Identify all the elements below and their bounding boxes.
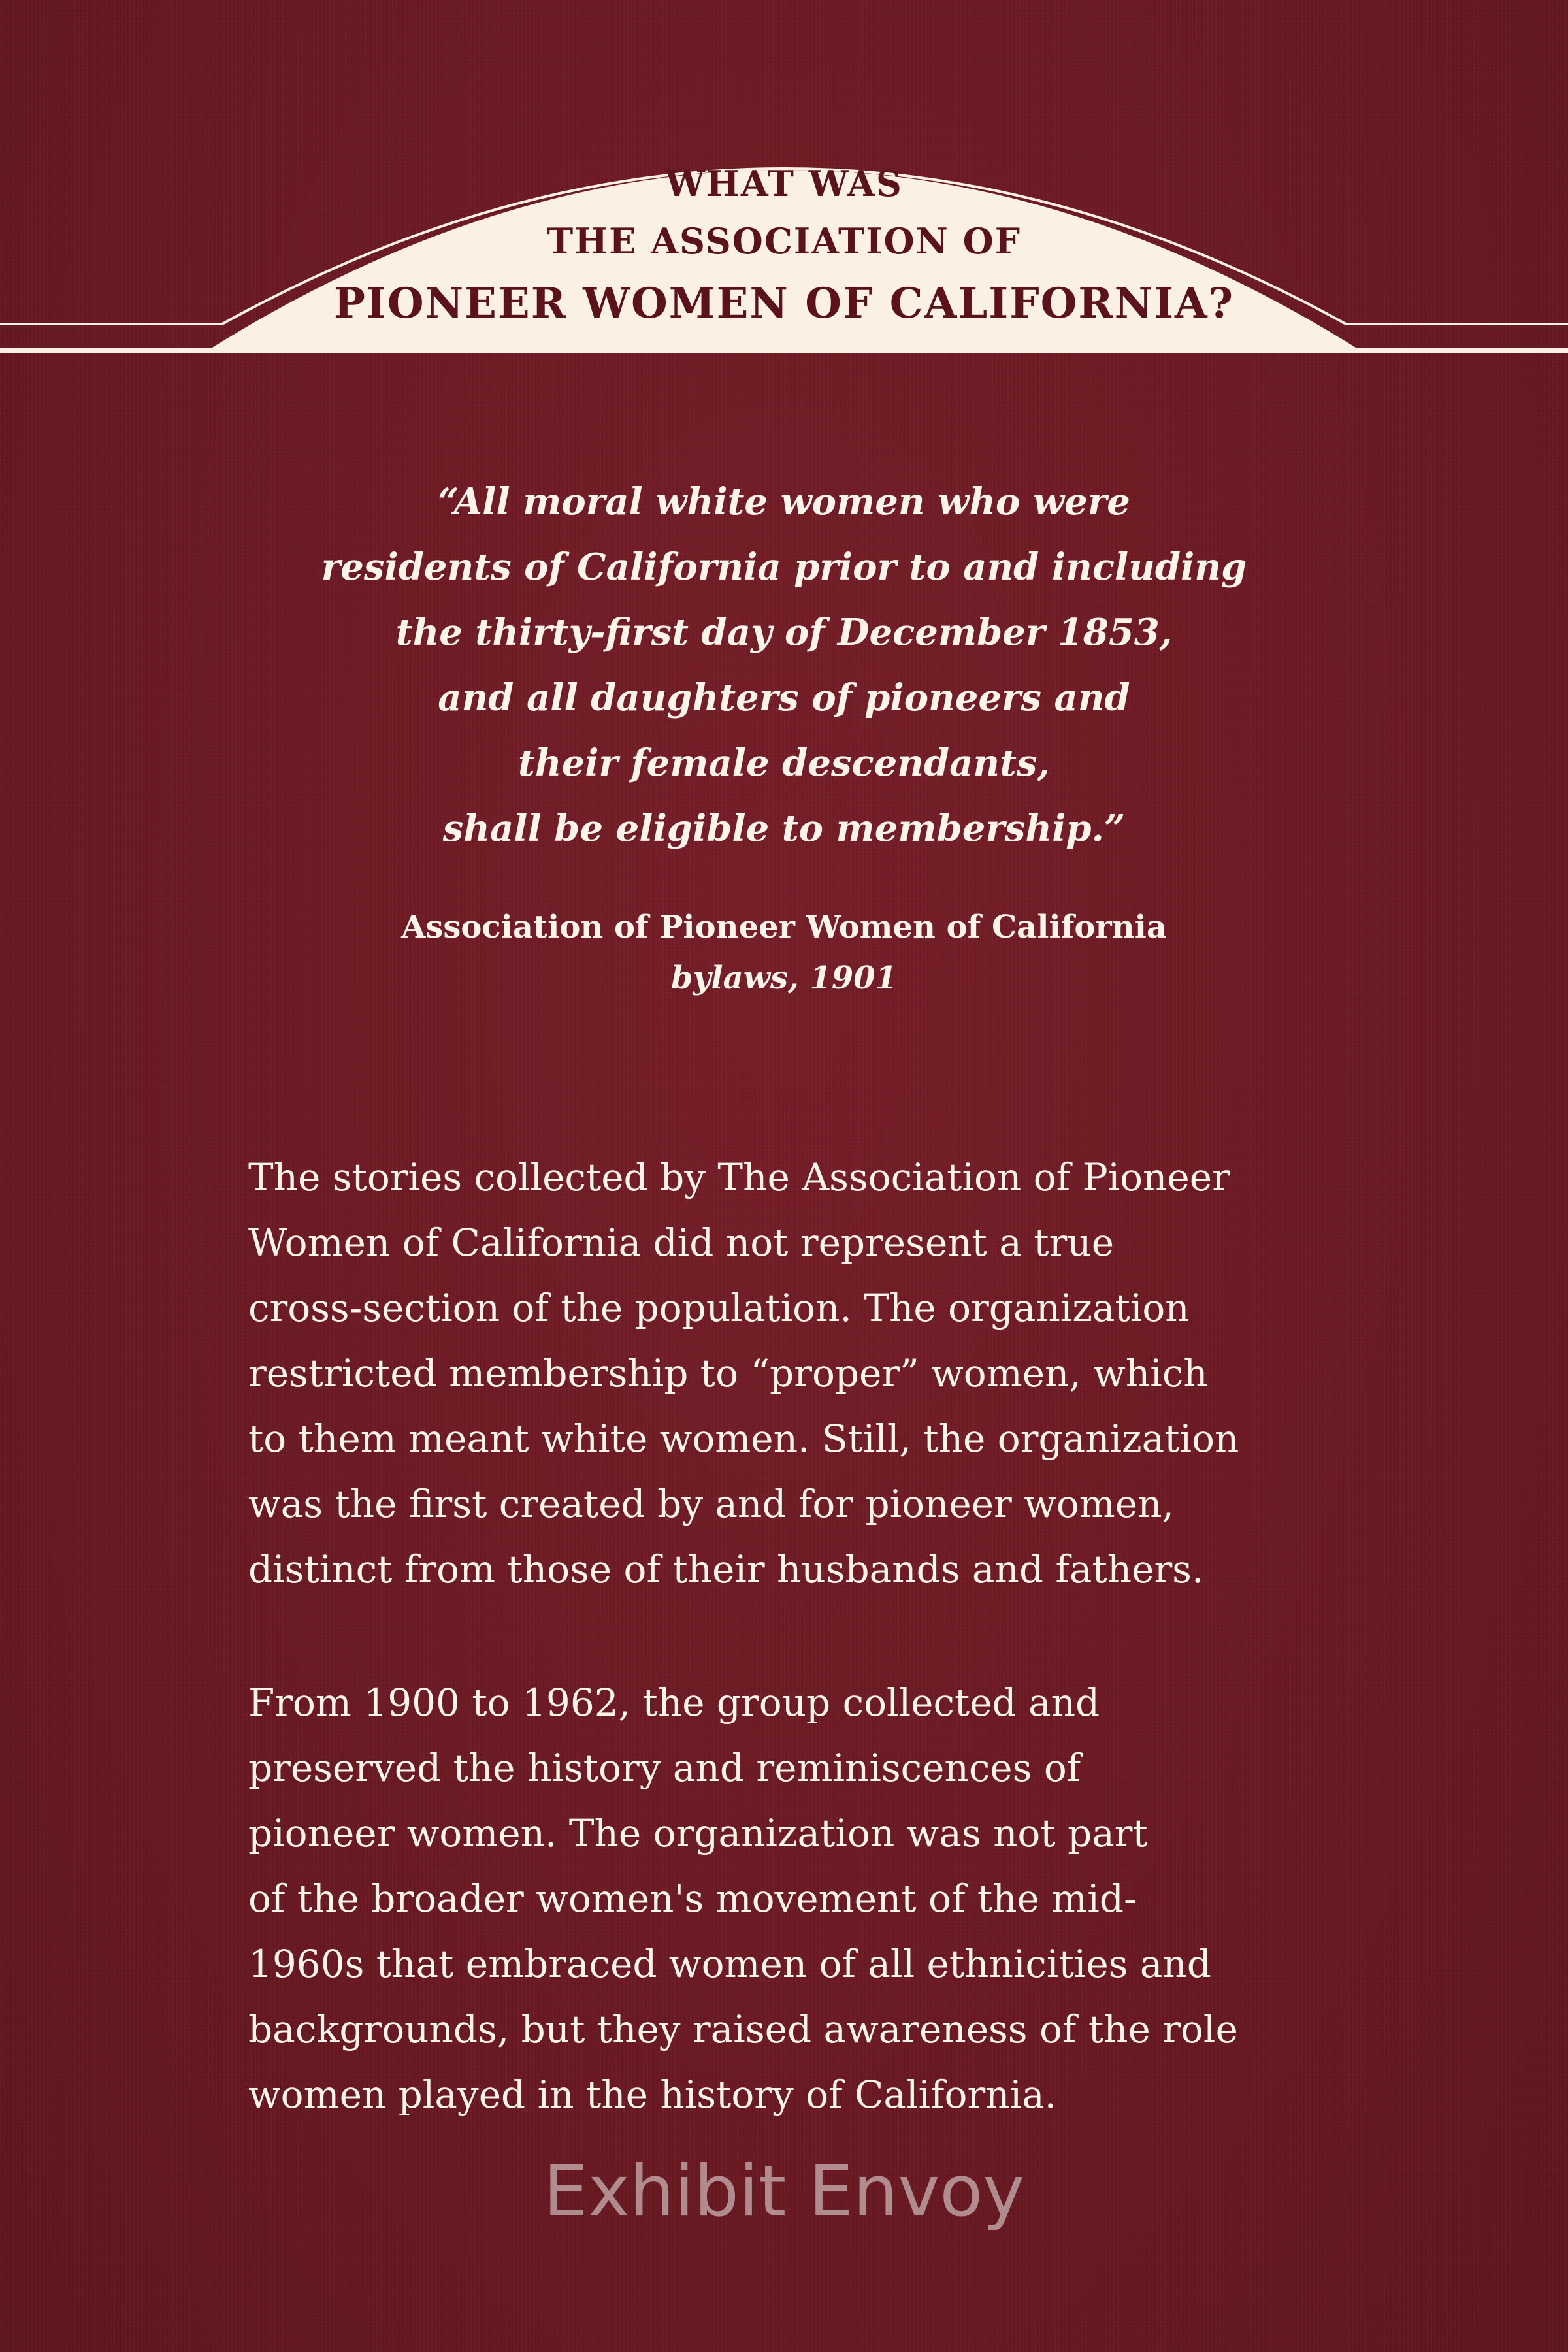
paragraph-line: Women of California did not represent a true [248, 1220, 1115, 1265]
paragraph-line: pioneer women. The organization was not part [248, 1811, 1148, 1855]
quote-line: their female descendants, [518, 742, 1050, 785]
quote-line: residents of California prior to and including [321, 546, 1247, 589]
quote-line: the thirty-first day of December 1853, [395, 611, 1173, 654]
paragraph-line: of the broader women's movement of the mid- [248, 1876, 1137, 1921]
paragraph-line: women played in the history of California. [248, 2072, 1057, 2117]
paragraph-line: restricted membership to “proper” women, which [248, 1351, 1208, 1396]
body-paragraph-1 [248, 1145, 1320, 1602]
paragraph-line: 1960s that embraced women of all ethnicities and [248, 1942, 1211, 1986]
paragraph-line: From 1900 to 1962, the group collected and [248, 1680, 1100, 1725]
page-title-line-3: PIONEER WOMEN OF CALIFORNIA? [333, 279, 1235, 328]
bylaws-quote [131, 469, 1437, 861]
quote-line: and all daughters of pioneers and [438, 676, 1130, 719]
paragraph-line: to them meant white women. Still, the organization [248, 1416, 1239, 1461]
quote-line: “All moral white women who were [438, 480, 1130, 523]
paragraph-line: The stories collected by The Association of Pioneer [248, 1155, 1230, 1200]
paragraph-line: preserved the history and reminiscences of [248, 1746, 1081, 1790]
paragraph-line: cross-section of the population. The organization [248, 1286, 1190, 1330]
page-title-line-1: WHAT WAS [665, 163, 903, 204]
quote-attribution [196, 902, 1372, 1004]
body-paragraph-2 [248, 1670, 1320, 2127]
attribution-name: Association of Pioneer Women of California [401, 909, 1167, 945]
watermark: Exhibit Envoy [543, 2151, 1025, 2232]
quote-line: shall be eligible to membership.” [442, 807, 1126, 850]
paragraph-line: distinct from those of their husbands and fathers. [248, 1547, 1204, 1592]
paragraph-line: backgrounds, but they raised awareness of the role [248, 2007, 1238, 2051]
paragraph-line: was the first created by and for pioneer women, [248, 1482, 1174, 1526]
attribution-source: bylaws, 1901 [670, 960, 898, 996]
page-title-line-2: THE ASSOCIATION OF [546, 220, 1022, 262]
